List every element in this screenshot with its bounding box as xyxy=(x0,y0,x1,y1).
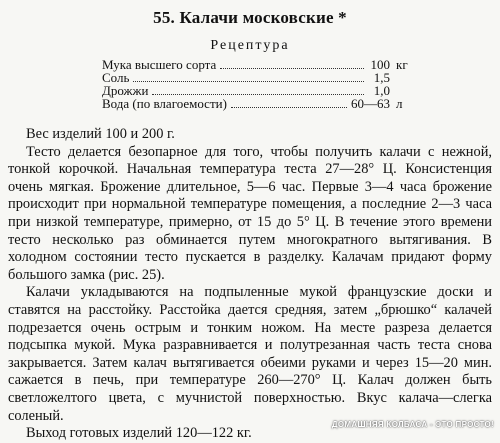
dot-leader xyxy=(231,107,347,108)
dot-leader xyxy=(220,68,364,69)
ingredient-name: Мука высшего сорта xyxy=(102,57,217,72)
body-paragraph: Вес изделий 100 и 200 г. xyxy=(26,126,175,142)
ingredient-unit: кг xyxy=(396,57,408,72)
body-paragraph: Тесто делается безопарное для того, чтобы получить калачи с нежной, тонкой корочкой. Начальная температура теста 27—28° Ц. Консистенция очень мягкая. Брожение длительное, 5—6 час. Первые 3—4 часа брожение происходит при нормальной температуре помещения, а последние 2—3 часа при низкой температуре, примерно, от 15 до 5° Ц. В течение этого времени тесто несколько раз обминается путем многократного вытягивания. В холодном состоянии тесто пускается в разделку. Калачам придают форму большого замка (рис. 25). xyxy=(8,143,492,283)
body-paragraph: Выход готовых изделий 120—122 кг. xyxy=(26,425,252,442)
ingredient-name: Дрожжи xyxy=(102,83,149,98)
ingredient-unit: л xyxy=(396,96,403,111)
ingredient-amount: 1,0 xyxy=(373,83,390,98)
ingredient-amount: 1,5 xyxy=(373,70,390,85)
ingredient-amount: 100 xyxy=(370,57,390,72)
recipe-body xyxy=(8,126,492,443)
ingredient-name: Соль xyxy=(102,70,130,85)
recipe-subtitle: Рецептура xyxy=(210,38,290,53)
body-paragraph: Калачи укладываются на подпыленные мукой французские доски и ставятся на расстойку. Расстойка дается средняя, затем „брюшко“ калачей подрезается очень острым и тонким ножом. На месте разреза делается подсыпка мукой. Мука разравнивается и полутрезанная часть теста снова закрывается. Затем калач вытягивается обеими руками и через 15—20 мин. сажается в печь, при температуре 260—270° Ц. Калач должен быть светложелтого цвета, с мучнистой поверхностью. Вкус калача—слегка соленый. xyxy=(8,284,492,424)
ingredient-list xyxy=(102,58,422,110)
ingredient-row xyxy=(102,97,422,110)
recipe-title: 55. Калачи московские * xyxy=(153,8,347,27)
watermark: ДОМАШНЯЯ КОЛБАСА - ЭТО ПРОСТО! xyxy=(331,420,494,429)
dot-leader xyxy=(133,81,364,82)
ingredient-name: Вода (по влагоемости) xyxy=(102,96,227,111)
ingredient-amount: 60—63 xyxy=(351,96,390,111)
dot-leader xyxy=(152,94,364,95)
